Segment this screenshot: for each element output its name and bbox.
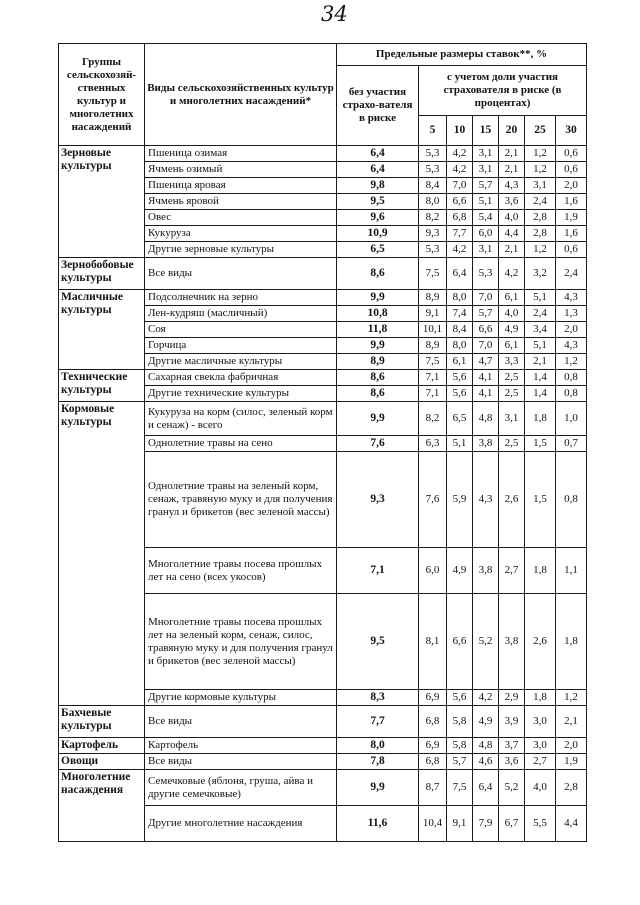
rate-with-share: 2,0 [556,738,587,754]
crop-name: Все виды [145,706,337,738]
rate-with-share: 5,8 [447,738,473,754]
rate-with-share: 4,9 [499,322,525,338]
rate-with-share: 1,8 [525,402,556,436]
rate-with-share: 0,8 [556,386,587,402]
rate-without-share: 9,6 [337,210,419,226]
group-name: Многолетние насаждения [59,770,145,842]
rate-with-share: 2,1 [499,242,525,258]
rate-with-share: 3,8 [473,436,499,452]
rate-with-share: 5,6 [447,690,473,706]
rate-with-share: 3,3 [499,354,525,370]
rate-without-share: 8,3 [337,690,419,706]
rate-with-share: 4,2 [447,242,473,258]
rate-with-share: 1,2 [525,146,556,162]
group-name: Зернобобовые культуры [59,258,145,290]
crop-name: Все виды [145,754,337,770]
rate-with-share: 1,6 [556,226,587,242]
rate-without-share: 9,9 [337,770,419,806]
rate-with-share: 0,8 [556,370,587,386]
group-name: Картофель [59,738,145,754]
rate-with-share: 4,8 [473,402,499,436]
rate-with-share: 7,1 [419,370,447,386]
rate-with-share: 7,0 [473,338,499,354]
crop-name: Лен-кудряш (масличный) [145,306,337,322]
header-share: 25 [525,116,556,146]
rate-with-share: 1,2 [525,242,556,258]
crop-name: Другие масличные культуры [145,354,337,370]
rate-with-share: 2,9 [499,690,525,706]
rate-with-share: 5,1 [525,290,556,306]
rate-with-share: 2,8 [525,210,556,226]
rate-with-share: 1,6 [556,194,587,210]
rate-with-share: 8,4 [419,178,447,194]
table-row [59,290,587,306]
crop-name: Однолетние травы на зеленый корм, сенаж, травяную муку и для получения гранул и брикетов (вес зеленой массы) [145,452,337,548]
rate-with-share: 7,5 [419,258,447,290]
rate-with-share: 5,3 [473,258,499,290]
rate-with-share: 6,1 [499,338,525,354]
rate-with-share: 4,2 [473,690,499,706]
rate-with-share: 5,1 [473,194,499,210]
rate-with-share: 8,2 [419,210,447,226]
header-without-share: без участия страхо-вателя в риске [337,66,419,146]
header-with-share: с учетом доли участия страхователя в риске (в процентах) [419,66,587,116]
rate-with-share: 2,7 [525,754,556,770]
rate-without-share: 6,4 [337,146,419,162]
crop-name: Кукуруза на корм (силос, зеленый корм и сенаж) - всего [145,402,337,436]
page-number: 34 [321,2,348,26]
rate-without-share: 9,5 [337,594,419,690]
rate-with-share: 1,2 [556,690,587,706]
rate-without-share: 9,9 [337,290,419,306]
header-limits: Предельные размеры ставок**, % [337,44,587,66]
rate-with-share: 2,5 [499,386,525,402]
crop-name: Сахарная свекла фабричная [145,370,337,386]
crop-name: Пшеница озимая [145,146,337,162]
rate-with-share: 5,6 [447,370,473,386]
rate-with-share: 4,8 [473,738,499,754]
crop-name: Многолетние травы посева прошлых лет на сено (всех укосов) [145,548,337,594]
rate-with-share: 8,0 [419,194,447,210]
rate-with-share: 4,2 [447,162,473,178]
rate-with-share: 7,7 [447,226,473,242]
rate-with-share: 4,0 [525,770,556,806]
header-share: 20 [499,116,525,146]
rate-with-share: 5,2 [473,594,499,690]
rate-with-share: 5,7 [447,754,473,770]
rate-with-share: 1,2 [556,354,587,370]
rate-without-share: 9,5 [337,194,419,210]
group-name: Масличные культуры [59,290,145,370]
rate-with-share: 7,0 [447,178,473,194]
rate-with-share: 2,4 [525,306,556,322]
rate-with-share: 6,6 [447,594,473,690]
rate-with-share: 0,7 [556,436,587,452]
rate-with-share: 5,1 [447,436,473,452]
rate-with-share: 6,1 [447,354,473,370]
rate-with-share: 4,2 [499,258,525,290]
rate-with-share: 3,6 [499,194,525,210]
rate-with-share: 6,9 [419,738,447,754]
rate-with-share: 0,8 [556,452,587,548]
rate-with-share: 5,3 [419,162,447,178]
rate-with-share: 2,4 [556,258,587,290]
crop-name: Другие технические культуры [145,386,337,402]
rate-with-share: 1,9 [556,754,587,770]
rate-with-share: 4,4 [556,806,587,842]
rate-with-share: 9,3 [419,226,447,242]
rate-without-share: 9,9 [337,402,419,436]
crop-name: Ячмень яровой [145,194,337,210]
table-row [59,706,587,738]
rate-with-share: 0,6 [556,242,587,258]
table-row [59,770,587,806]
header-share: 30 [556,116,587,146]
rate-with-share: 5,8 [447,706,473,738]
rate-with-share: 6,9 [419,690,447,706]
rate-with-share: 7,0 [473,290,499,306]
rate-with-share: 7,5 [419,354,447,370]
rate-with-share: 4,3 [499,178,525,194]
rate-with-share: 2,1 [499,146,525,162]
rate-without-share: 11,8 [337,322,419,338]
table-row [59,738,587,754]
rate-with-share: 3,1 [473,162,499,178]
rate-with-share: 6,7 [499,806,525,842]
rate-with-share: 2,6 [525,594,556,690]
rate-with-share: 6,6 [447,194,473,210]
rate-with-share: 4,1 [473,370,499,386]
rate-with-share: 2,8 [556,770,587,806]
rate-with-share: 6,1 [499,290,525,306]
rate-with-share: 6,8 [419,706,447,738]
group-name: Технические культуры [59,370,145,402]
rate-without-share: 8,0 [337,738,419,754]
rate-with-share: 3,6 [499,754,525,770]
rate-without-share: 7,1 [337,548,419,594]
rate-with-share: 2,6 [499,452,525,548]
rate-with-share: 8,4 [447,322,473,338]
rate-with-share: 2,1 [556,706,587,738]
rate-with-share: 2,0 [556,322,587,338]
rate-with-share: 9,1 [447,806,473,842]
rate-with-share: 2,1 [525,354,556,370]
rate-with-share: 4,3 [556,338,587,354]
rate-with-share: 3,1 [473,242,499,258]
rate-with-share: 4,4 [499,226,525,242]
rate-without-share: 10,9 [337,226,419,242]
rate-with-share: 3,0 [525,706,556,738]
rate-with-share: 4,3 [556,290,587,306]
rate-with-share: 8,9 [419,290,447,306]
crop-name: Однолетние травы на сено [145,436,337,452]
crop-name: Другие зерновые культуры [145,242,337,258]
rate-with-share: 4,7 [473,354,499,370]
rate-with-share: 4,9 [447,548,473,594]
rate-without-share: 6,4 [337,162,419,178]
table-row [59,402,587,436]
rate-with-share: 4,3 [473,452,499,548]
rate-with-share: 1,8 [556,594,587,690]
rate-without-share: 11,6 [337,806,419,842]
rate-with-share: 3,9 [499,706,525,738]
table-row [59,258,587,290]
rate-with-share: 4,9 [473,706,499,738]
rate-with-share: 5,1 [525,338,556,354]
rate-with-share: 6,0 [473,226,499,242]
rate-with-share: 7,5 [447,770,473,806]
rate-with-share: 5,3 [419,146,447,162]
rate-with-share: 4,0 [499,306,525,322]
rate-with-share: 10,4 [419,806,447,842]
crop-name: Пшеница яровая [145,178,337,194]
rate-with-share: 3,2 [525,258,556,290]
crop-name: Ячмень озимый [145,162,337,178]
rate-with-share: 1,4 [525,370,556,386]
rate-with-share: 2,4 [525,194,556,210]
rate-with-share: 3,1 [499,402,525,436]
rate-with-share: 2,5 [499,436,525,452]
rate-with-share: 7,4 [447,306,473,322]
rate-with-share: 6,8 [419,754,447,770]
group-name: Бахчевые культуры [59,706,145,738]
rate-with-share: 1,5 [525,452,556,548]
rate-without-share: 9,8 [337,178,419,194]
rate-with-share: 8,7 [419,770,447,806]
rate-with-share: 2,1 [499,162,525,178]
group-name: Овощи [59,754,145,770]
rate-with-share: 3,7 [499,738,525,754]
rate-with-share: 0,6 [556,162,587,178]
crop-name: Все виды [145,258,337,290]
rate-with-share: 8,1 [419,594,447,690]
rate-with-share: 8,2 [419,402,447,436]
group-name: Зерновые культуры [59,146,145,258]
crop-name: Семечковые (яблоня, груша, айва и другие семечковые) [145,770,337,806]
crop-name: Другие многолетние насаждения [145,806,337,842]
rate-with-share: 6,4 [447,258,473,290]
rate-with-share: 5,7 [473,178,499,194]
rate-with-share: 3,1 [473,146,499,162]
rate-with-share: 2,8 [525,226,556,242]
rate-with-share: 9,1 [419,306,447,322]
rate-without-share: 7,8 [337,754,419,770]
header-share: 5 [419,116,447,146]
rate-with-share: 6,5 [447,402,473,436]
crop-name: Подсолнечник на зерно [145,290,337,306]
rate-with-share: 7,1 [419,386,447,402]
rate-with-share: 5,6 [447,386,473,402]
rate-with-share: 1,5 [525,436,556,452]
rate-without-share: 9,9 [337,338,419,354]
rate-with-share: 1,0 [556,402,587,436]
rate-with-share: 3,1 [525,178,556,194]
rate-with-share: 4,0 [499,210,525,226]
rate-with-share: 1,8 [525,690,556,706]
rate-with-share: 7,9 [473,806,499,842]
table-row [59,146,587,162]
rate-with-share: 6,0 [419,548,447,594]
rate-without-share: 7,6 [337,436,419,452]
rate-with-share: 4,1 [473,386,499,402]
rate-without-share: 8,9 [337,354,419,370]
crop-name: Соя [145,322,337,338]
rate-with-share: 2,5 [499,370,525,386]
rate-with-share: 4,2 [447,146,473,162]
rate-with-share: 3,8 [499,594,525,690]
table-row [59,754,587,770]
rate-with-share: 5,5 [525,806,556,842]
rate-with-share: 8,0 [447,290,473,306]
rate-without-share: 9,3 [337,452,419,548]
header-groups: Группы сельскохозяй-ственных культур и многолетних насаждений [59,44,145,146]
rate-with-share: 5,7 [473,306,499,322]
rate-with-share: 5,4 [473,210,499,226]
crop-name: Другие кормовые культуры [145,690,337,706]
rate-with-share: 3,0 [525,738,556,754]
rate-without-share: 6,5 [337,242,419,258]
rate-with-share: 8,9 [419,338,447,354]
rate-with-share: 5,2 [499,770,525,806]
crop-name: Многолетние травы посева прошлых лет на зеленый корм, сенаж, силос, травяную муку и для получения гранул и брикетов (вес зеленой массы) [145,594,337,690]
rate-with-share: 4,6 [473,754,499,770]
rate-with-share: 7,6 [419,452,447,548]
rate-with-share: 5,3 [419,242,447,258]
rate-with-share: 5,9 [447,452,473,548]
rate-with-share: 6,4 [473,770,499,806]
rate-with-share: 6,3 [419,436,447,452]
rate-with-share: 2,0 [556,178,587,194]
rate-with-share: 8,0 [447,338,473,354]
rate-without-share: 8,6 [337,258,419,290]
rate-with-share: 1,8 [525,548,556,594]
rate-with-share: 1,2 [525,162,556,178]
rate-without-share: 7,7 [337,706,419,738]
rate-with-share: 6,6 [473,322,499,338]
rate-with-share: 3,4 [525,322,556,338]
header-share: 15 [473,116,499,146]
rate-without-share: 8,6 [337,386,419,402]
rate-without-share: 8,6 [337,370,419,386]
header-share: 10 [447,116,473,146]
rate-with-share: 6,8 [447,210,473,226]
rate-with-share: 2,7 [499,548,525,594]
rate-with-share: 10,1 [419,322,447,338]
crop-name: Картофель [145,738,337,754]
rate-with-share: 3,8 [473,548,499,594]
rate-without-share: 10,8 [337,306,419,322]
group-name: Кормовые культуры [59,402,145,706]
rate-with-share: 1,3 [556,306,587,322]
crop-name: Овес [145,210,337,226]
rate-with-share: 0,6 [556,146,587,162]
rate-with-share: 1,9 [556,210,587,226]
rate-with-share: 1,4 [525,386,556,402]
rate-with-share: 1,1 [556,548,587,594]
crop-name: Горчица [145,338,337,354]
insurance-rates-table [58,43,587,842]
header-crops: Виды сельскохозяйственных культур и многолетних насаждений* [145,44,337,146]
crop-name: Кукуруза [145,226,337,242]
table-row [59,370,587,386]
